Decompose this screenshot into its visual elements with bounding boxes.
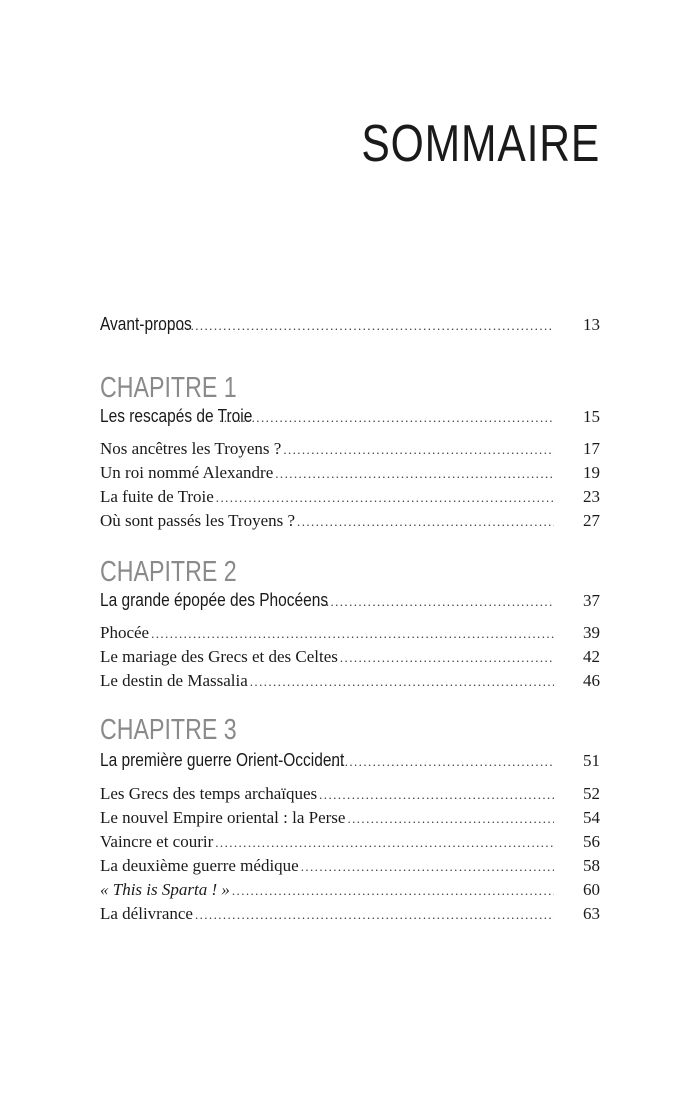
toc-entry[interactable] [100,645,600,669]
chapter-label: CHAPITRE 1 [100,372,237,404]
toc-entry-label: La fuite de Troie [100,487,214,506]
dot-leader [149,314,554,338]
toc-page-number: 54 [583,808,600,827]
toc-entry-label: Vaincre et courir [100,832,214,851]
dot-leader [319,783,554,807]
dot-leader [307,590,554,614]
toc-entry-label: Le destin de Massalia [100,671,248,690]
toc-entry-label: La première guerre Orient-Occident [100,750,345,770]
toc-page-number: 23 [583,487,600,506]
toc-entry-label: Les rescapés de Troie [100,406,253,426]
toc-entry-label: « This is Sparta ! » [100,880,230,899]
toc-entry-label: Le nouvel Empire oriental : la Perse [100,808,346,827]
toc-entry-label: Où sont passés les Troyens ? [100,511,296,530]
toc-entry-label: Les Grecs des temps archaïques [100,784,318,803]
toc-entry[interactable] [100,669,600,693]
toc-page-number: 52 [583,784,600,803]
dot-leader [216,486,554,510]
toc-entry[interactable] [100,854,600,878]
toc-entry[interactable] [100,621,600,645]
dot-leader [347,807,554,831]
toc-entry[interactable] [100,830,600,854]
toc-page-number: 56 [583,832,600,851]
toc-entry-label: Un roi nommé Alexandre [100,463,274,482]
chapter-label: CHAPITRE 2 [100,556,237,588]
toc-page-number: 42 [583,647,600,666]
toc-page-number: 19 [583,463,600,482]
toc-entry[interactable] [100,902,600,926]
dot-leader [275,462,554,486]
toc-page-number: 63 [583,904,600,923]
toc-entry[interactable] [100,806,600,830]
toc-entry-label: La délivrance [100,904,193,923]
toc-page-number: 51 [583,751,600,770]
toc-entry-label: La deuxième guerre médique [100,856,299,875]
dot-leader [297,510,554,534]
toc-entry[interactable] [100,509,600,533]
toc-page-number: 46 [583,671,600,690]
page-title: SOMMAIRE [361,115,600,173]
dot-leader [232,879,554,903]
toc-entry[interactable] [100,461,600,485]
toc-entry[interactable] [100,485,600,509]
toc-page-number: 17 [583,439,600,458]
dot-leader [250,670,554,694]
chapter-label: CHAPITRE 3 [100,714,237,746]
toc-page-number: 13 [583,315,600,334]
toc-entry[interactable] [100,878,600,902]
dot-leader [326,750,554,774]
toc-chapter-heading[interactable] [100,404,600,428]
toc-entry-label: Avant-propos [100,314,192,334]
dot-leader [340,646,554,670]
toc-entry[interactable] [100,437,600,461]
toc-entry-label: Le mariage des Grecs et des Celtes [100,647,338,666]
toc-entry-label: Nos ancêtres les Troyens ? [100,439,282,458]
dot-leader [195,903,554,927]
toc-page-number: 27 [583,511,600,530]
toc-chapter-heading[interactable] [100,748,600,772]
toc-chapter-heading[interactable] [100,588,600,612]
toc-entry-label: Phocée [100,623,150,642]
toc-page-number: 37 [583,591,600,610]
toc-page-number: 15 [583,407,600,426]
toc-entry[interactable] [100,782,600,806]
toc-page-number: 58 [583,856,600,875]
dot-leader [301,855,554,879]
toc-page-number: 60 [583,880,600,899]
dot-leader [151,622,554,646]
toc-entry-avant-propos[interactable] [100,312,600,336]
dot-leader [215,831,554,855]
toc-page-number: 39 [583,623,600,642]
dot-leader [219,406,554,430]
dot-leader [283,438,554,462]
toc-entry-label: La grande épopée des Phocéens [100,590,329,610]
